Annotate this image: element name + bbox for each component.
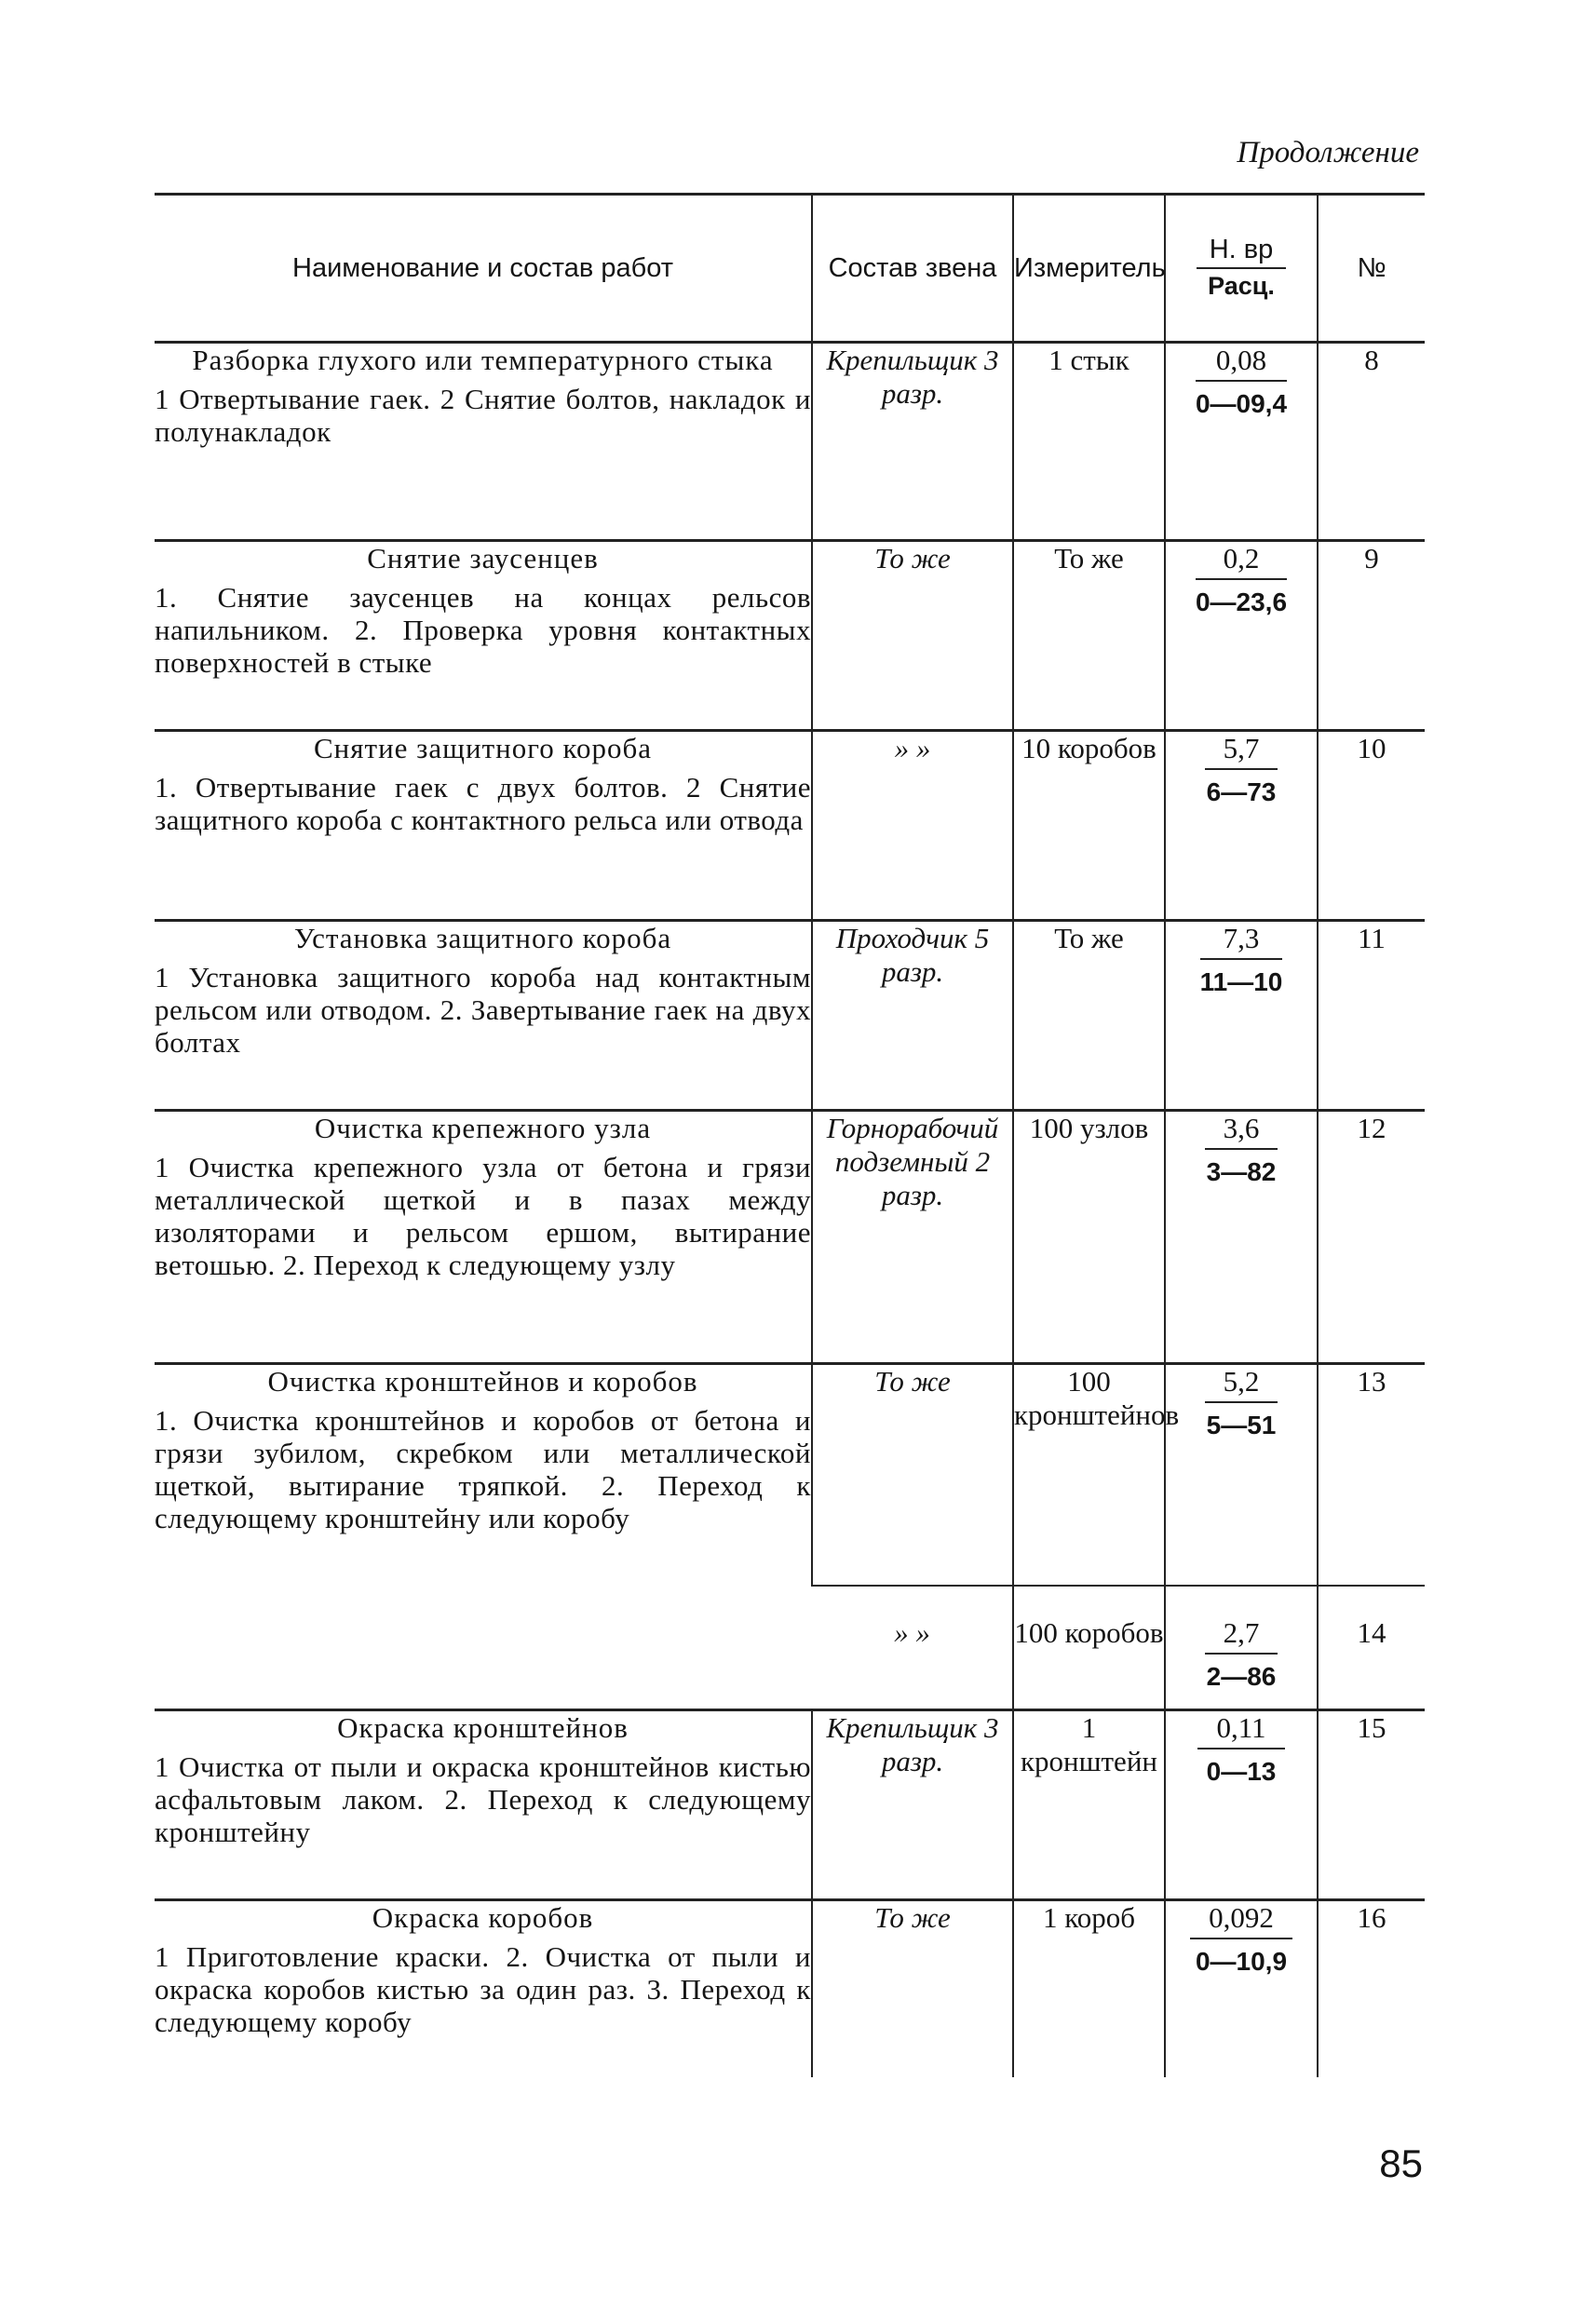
norm-time: 0,2 — [1196, 542, 1287, 580]
norm-time: 5,7 — [1205, 732, 1278, 770]
table-row — [155, 541, 1425, 731]
number-cell: 12 — [1318, 1111, 1425, 1364]
crew-cell: То же — [812, 1364, 1013, 1586]
work-title: Очистка кронштейнов и коробов — [267, 1365, 698, 1398]
work-cell — [155, 921, 812, 1111]
page-number: 85 — [1379, 2141, 1423, 2185]
table-header-row — [155, 195, 1425, 343]
norm-time: 5,2 — [1205, 1365, 1278, 1403]
work-cell — [155, 541, 812, 731]
number-cell: 14 — [1318, 1586, 1425, 1710]
norm-rate: 5—51 — [1206, 1411, 1277, 1439]
crew-cell: То же — [812, 1900, 1013, 2077]
norm-rate: 11—10 — [1199, 967, 1283, 996]
work-cell — [155, 343, 812, 541]
header-norm-fraction — [1197, 235, 1287, 302]
norm-fraction — [1205, 1365, 1278, 1441]
norm-cell — [1165, 1111, 1318, 1364]
norms-table — [155, 193, 1425, 2077]
crew-cell: Проходчик 5 разр. — [812, 921, 1013, 1111]
meter-cell: 1 кронштейн — [1013, 1710, 1165, 1900]
norm-cell — [1165, 731, 1318, 921]
work-title: Очистка крепежного узла — [314, 1112, 652, 1144]
meter-cell: 100 кронштейнов — [1013, 1364, 1165, 1586]
number-cell: 15 — [1318, 1710, 1425, 1900]
work-title: Окраска кронштейнов — [337, 1711, 629, 1744]
norm-rate: 0—10,9 — [1195, 1947, 1288, 1976]
norm-rate: 0—09,4 — [1195, 389, 1288, 418]
norm-cell — [1165, 1364, 1318, 1586]
norm-rate: 6—73 — [1206, 777, 1277, 806]
table-row — [155, 731, 1425, 921]
crew-cell: » » — [812, 1586, 1013, 1710]
norm-fraction — [1190, 1901, 1292, 1978]
norm-fraction — [1200, 922, 1283, 998]
meter-cell: 1 стык — [1013, 343, 1165, 541]
work-desc: 1 Отвертывание гаек. 2 Снятие болтов, накладок и полунакладок — [155, 383, 811, 448]
number-cell: 11 — [1318, 921, 1425, 1111]
work-title: Снятие заусенцев — [367, 542, 599, 574]
crew-cell: » » — [812, 731, 1013, 921]
header-norm — [1165, 195, 1318, 343]
number-cell: 13 — [1318, 1364, 1425, 1586]
number-cell: 16 — [1318, 1900, 1425, 2077]
work-desc: 1. Очистка кронштейнов и коробов от бетона и грязи зубилом, скребком или металлической щеткой, вытирание тряпкой. 2. Переход к следующему кронштейну или коробу — [155, 1404, 811, 1534]
work-desc: 1 Очистка от пыли и окраска кронштейнов кистью асфальтовым лаком. 2. Переход к следующему кронштейну — [155, 1750, 811, 1848]
crew-cell: То же — [812, 541, 1013, 731]
work-cell — [155, 1900, 812, 2077]
work-desc: 1 Установка защитного короба над контактным рельсом или отводом. 2. Завертывание гаек на двух болтах — [155, 961, 811, 1059]
work-desc: 1. Снятие заусенцев на концах рельсов напильником. 2. Проверка уровня контактных поверхностей в стыке — [155, 581, 811, 679]
work-title: Установка защитного короба — [293, 922, 672, 954]
work-desc: 1. Отвертывание гаек с двух болтов. 2 Снятие защитного короба с контактного рельса или отвода — [155, 771, 811, 836]
norm-time: 0,11 — [1197, 1711, 1284, 1749]
norm-rate: 0—23,6 — [1195, 588, 1288, 616]
norm-cell — [1165, 1900, 1318, 2077]
header-crew: Состав звена — [812, 195, 1013, 343]
number-cell: 9 — [1318, 541, 1425, 731]
norm-time: 3,6 — [1205, 1112, 1278, 1150]
norm-fraction — [1205, 1112, 1278, 1188]
number-cell: 8 — [1318, 343, 1425, 541]
norm-rate: 0—13 — [1206, 1757, 1277, 1786]
meter-cell: То же — [1013, 921, 1165, 1111]
norm-cell — [1165, 343, 1318, 541]
norm-time: 2,7 — [1205, 1616, 1278, 1655]
table-row — [155, 1111, 1425, 1364]
work-cell — [155, 1710, 812, 1900]
work-title: Разборка глухого или температурного стыка — [192, 344, 774, 376]
norm-fraction — [1196, 542, 1287, 618]
norm-time: 0,092 — [1190, 1901, 1292, 1939]
meter-cell: 1 короб — [1013, 1900, 1165, 2077]
table-row — [155, 343, 1425, 541]
header-norm-top: Н. вр — [1197, 235, 1287, 269]
meter-cell: 10 коробов — [1013, 731, 1165, 921]
crew-cell: Крепильщик 3 разр. — [812, 343, 1013, 541]
header-meter: Измеритель — [1013, 195, 1165, 343]
norm-fraction — [1196, 344, 1287, 420]
crew-cell: Крепильщик 3 разр. — [812, 1710, 1013, 1900]
table-row — [155, 1900, 1425, 2077]
work-cell — [155, 1364, 812, 1710]
norm-rate: 3—82 — [1206, 1157, 1277, 1186]
continuation-label: Продолжение — [1237, 136, 1419, 169]
header-norm-bottom: Расц. — [1208, 272, 1275, 300]
norm-cell — [1165, 921, 1318, 1111]
work-cell — [155, 731, 812, 921]
header-number: № — [1318, 195, 1425, 343]
header-name: Наименование и состав работ — [155, 195, 812, 343]
meter-cell: 100 узлов — [1013, 1111, 1165, 1364]
norm-time: 7,3 — [1200, 922, 1283, 960]
work-cell — [155, 1111, 812, 1364]
norm-cell — [1165, 1586, 1318, 1710]
norm-cell — [1165, 1710, 1318, 1900]
norm-fraction — [1205, 1616, 1278, 1693]
work-desc: 1 Очистка крепежного узла от бетона и грязи металлической щеткой и в пазах между изоляторами и рельсом ершом, вытирание ветошью. 2. Переход к следующему узлу — [155, 1151, 811, 1281]
meter-cell: 100 коробов — [1013, 1586, 1165, 1710]
table-row — [155, 921, 1425, 1111]
number-cell: 10 — [1318, 731, 1425, 921]
work-title: Снятие защитного короба — [314, 732, 652, 764]
norm-cell — [1165, 541, 1318, 731]
work-title: Окраска коробов — [372, 1901, 594, 1934]
table-row — [155, 1364, 1425, 1586]
norm-time: 0,08 — [1196, 344, 1287, 382]
norm-rate: 2—86 — [1206, 1661, 1277, 1691]
table-row — [155, 1710, 1425, 1900]
work-desc: 1 Приготовление краски. 2. Очистка от пыли и окраска коробов кистью за один раз. 3. Переход к следующему коробу — [155, 1940, 811, 2038]
crew-cell: Горнорабочий подземный 2 разр. — [812, 1111, 1013, 1364]
meter-cell: То же — [1013, 541, 1165, 731]
norm-fraction — [1197, 1711, 1284, 1788]
norm-fraction — [1205, 732, 1278, 808]
